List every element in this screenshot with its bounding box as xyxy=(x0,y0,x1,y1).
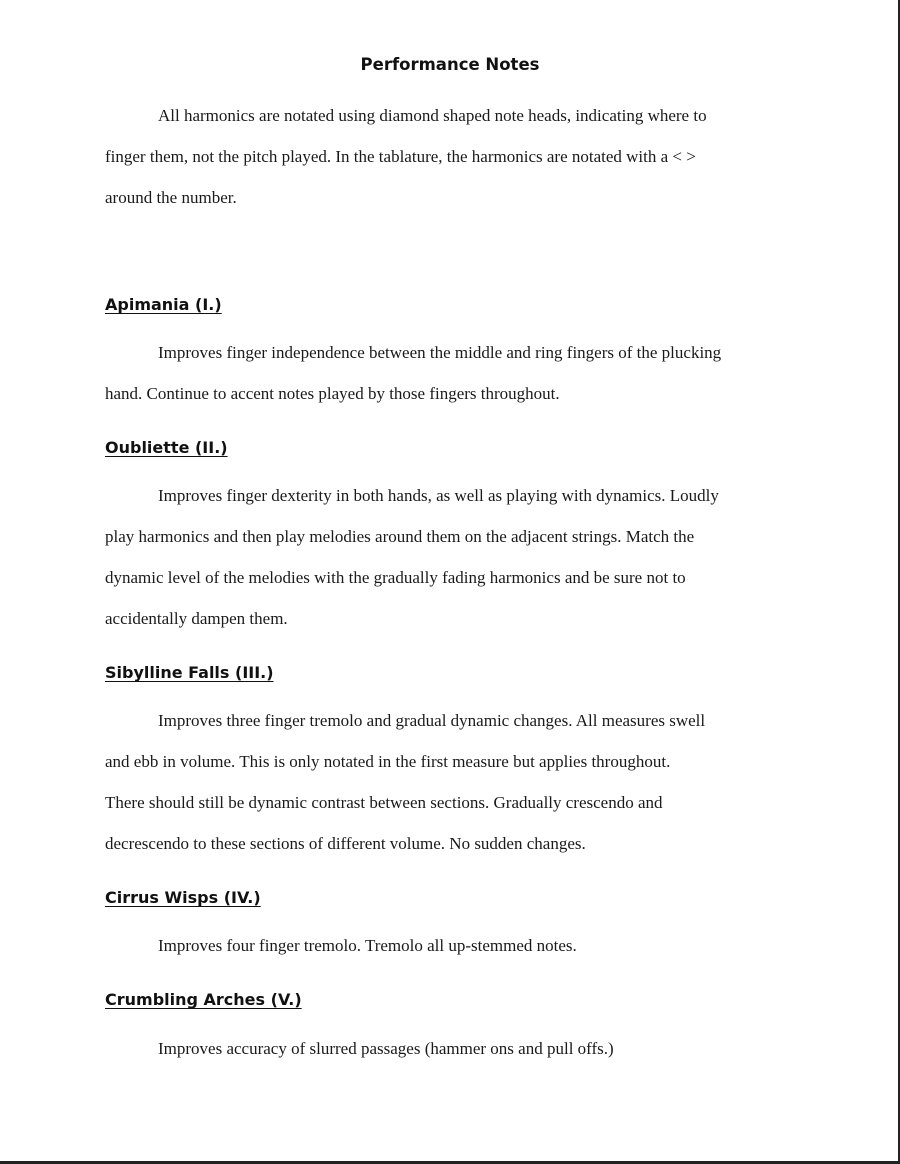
section-paragraph-crumbling-arches xyxy=(105,1028,805,1069)
paragraph-line: dynamic level of the melodies with the gradually fading harmonics and be sure not to xyxy=(105,568,686,587)
section-heading-crumbling-arches: Crumbling Arches (V.) xyxy=(105,990,302,1009)
intro-line: finger them, not the pitch played. In the tablature, the harmonics are notated with a < > xyxy=(105,147,696,166)
paragraph-line: and ebb in volume. This is only notated in the first measure but applies throughout. xyxy=(105,752,671,771)
intro-line: around the number. xyxy=(105,188,237,207)
intro-paragraph xyxy=(105,95,805,218)
paragraph-line: Improves three finger tremolo and gradual dynamic changes. All measures swell xyxy=(158,711,706,730)
paragraph-line: accidentally dampen them. xyxy=(105,609,288,628)
paragraph-line: Improves four finger tremolo. Tremolo all up-stemmed notes. xyxy=(158,936,577,955)
section-paragraph-sibylline-falls xyxy=(105,700,805,864)
section-heading-oubliette: Oubliette (II.) xyxy=(105,438,228,457)
paragraph-line: hand. Continue to accent notes played by those fingers throughout. xyxy=(105,384,560,403)
section-paragraph-apimania xyxy=(105,332,805,414)
paragraph-line: Improves finger independence between the middle and ring fingers of the plucking xyxy=(158,343,722,362)
section-heading-cirrus-wisps: Cirrus Wisps (IV.) xyxy=(105,888,261,907)
intro-line: All harmonics are notated using diamond shaped note heads, indicating where to xyxy=(158,106,707,125)
paragraph-line: play harmonics and then play melodies around them on the adjacent strings. Match the xyxy=(105,527,695,546)
paragraph-line: There should still be dynamic contrast between sections. Gradually crescendo and xyxy=(105,793,663,812)
section-paragraph-cirrus-wisps xyxy=(105,925,805,966)
paragraph-line: Improves finger dexterity in both hands, as well as playing with dynamics. Loudly xyxy=(158,486,719,505)
paragraph-line: decrescendo to these sections of different volume. No sudden changes. xyxy=(105,834,586,853)
page-title: Performance Notes xyxy=(360,55,540,74)
section-paragraph-oubliette xyxy=(105,475,805,639)
paragraph-line: Improves accuracy of slurred passages (hammer ons and pull offs.) xyxy=(158,1039,614,1058)
section-heading-apimania: Apimania (I.) xyxy=(105,295,222,314)
section-heading-sibylline-falls: Sibylline Falls (III.) xyxy=(105,663,274,682)
